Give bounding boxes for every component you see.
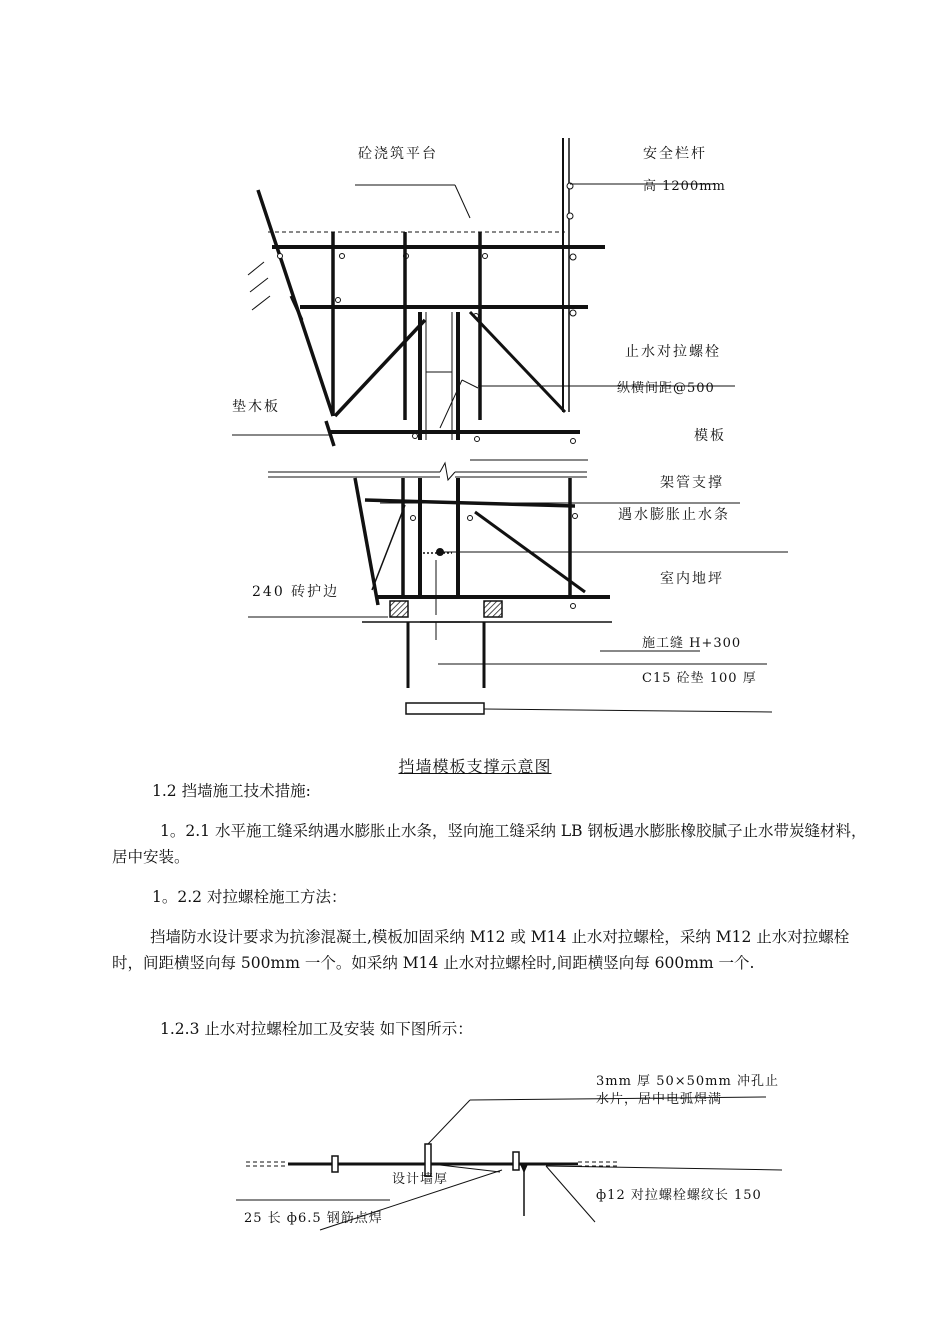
section-heading-1-2: 1.2 挡墙施工技术措施:: [152, 782, 311, 800]
tie-bolt-diagram: [0, 1060, 950, 1240]
label-scaffold: 架管支撑: [660, 475, 724, 491]
section-heading-1-2-2: 1。2.2 对拉螺栓施工方法：: [152, 888, 347, 906]
label-stop-plate-line2: 水片，居中电弧焊满: [596, 1092, 723, 1107]
label-bolt-thread: ф12 对拉螺栓螺纹长 150: [596, 1188, 762, 1203]
label-pad-board: 垫木板: [232, 399, 280, 415]
diagram-caption: 挡墙模板支撑示意图: [398, 757, 552, 776]
label-cushion: C15 砼垫 100 厚: [642, 671, 757, 686]
label-bolt-spacing: 纵横间距@500: [617, 381, 715, 396]
label-brick: 240 砖护边: [252, 584, 340, 600]
label-railing: 安全栏杆: [643, 146, 707, 162]
label-platform: 砼浇筑平台: [358, 146, 438, 162]
section-heading-1-2-3: 1.2.3 止水对拉螺栓加工及安装 如下图所示：: [160, 1020, 473, 1038]
label-wall-thickness: 设计墙厚: [392, 1172, 449, 1187]
label-joint: 施工缝 H+300: [642, 636, 742, 651]
paragraph-1-2-2: 挡墙防水设计要求为抗渗混凝土,模板加固采纳 M12 或 M14 止水对拉螺栓，采纳 M12 止水对拉螺栓时，间距横竖向每 500mm 一个。如采纳 M14 止水对拉螺栓时,间距横竖向每 600mm 一个.: [112, 928, 850, 972]
label-floor: 室内地坪: [660, 571, 724, 587]
label-stop-plate-line1: 3mm 厚 50×50mm 冲孔止: [596, 1074, 779, 1089]
label-rebar-weld: 25 长 ф6.5 钢筋点焊: [244, 1211, 383, 1226]
label-bolt: 止水对拉螺栓: [625, 344, 721, 360]
paragraph-1-2-1: 1。2.1 水平施工缝采纳遇水膨胀止水条，竖向施工缝采纳 LB 钢板遇水膨胀橡胶腻子止水带炭缝材料，居中安装。: [112, 822, 867, 866]
label-railing-height: 高 1200mm: [643, 179, 726, 194]
label-formwork: 模板: [694, 428, 726, 444]
label-waterstop: 遇水膨胀止水条: [618, 507, 730, 523]
